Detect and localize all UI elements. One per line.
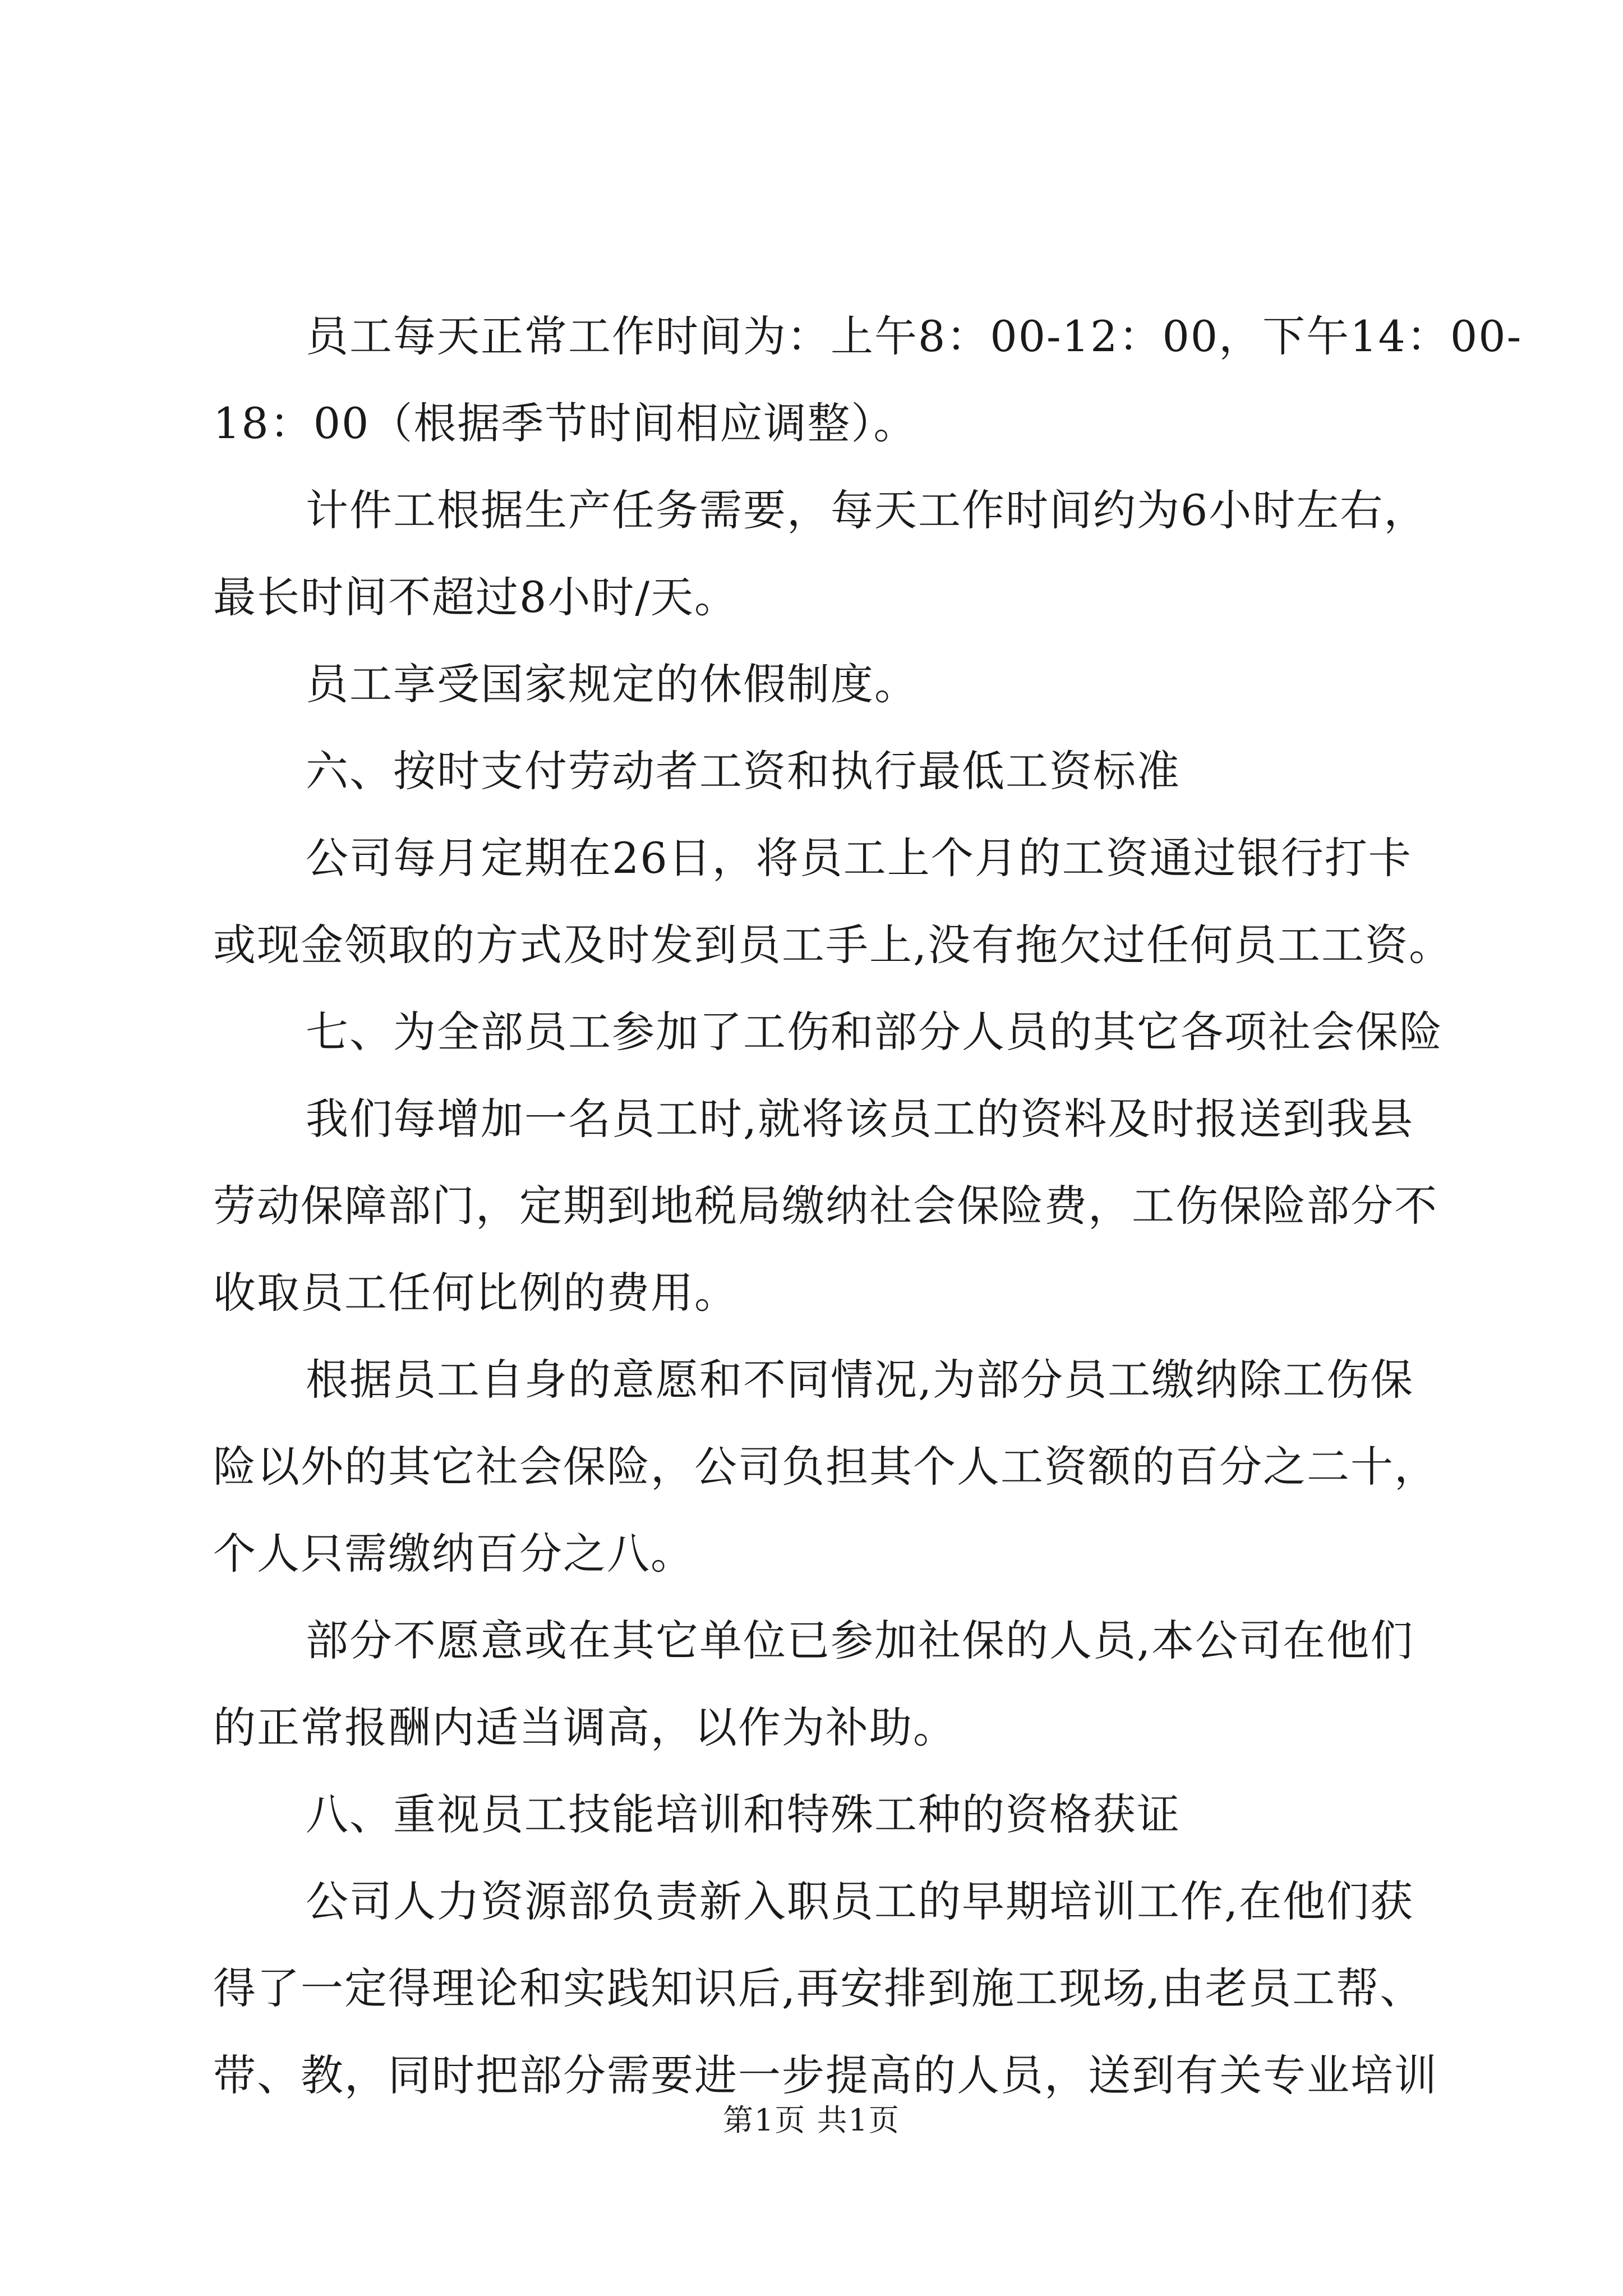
text-line-14: 险以外的其它社会保险，公司负担其个人工资额的百分之二十， [213, 1442, 1438, 1492]
text-line-11: 劳动保障部门，定期到地税局缴纳社会保险费，工伤保险部分不 [213, 1181, 1438, 1231]
text-line-4: 最长时间不超过8小时/天。 [213, 572, 738, 622]
text-line-21: 带、教，同时把部分需要进一步提高的人员，送到有关专业培训 [213, 2050, 1438, 2100]
section-heading-7: 七、为全部员工参加了工伤和部分人员的其它各项社会保险 [306, 1007, 1443, 1057]
text-line-16: 部分不愿意或在其它单位已参加社保的人员,本公司在他们 [306, 1616, 1414, 1665]
text-line-2: 18：00（根据季节时间相应调整）。 [213, 398, 917, 448]
text-line-3: 计件工根据生产任务需要，每天工作时间约为6小时左右， [306, 485, 1428, 535]
text-line-19: 公司人力资源部负责新入职员工的早期培训工作,在他们获 [306, 1876, 1414, 1926]
page-footer: 第1页 共1页 [723, 2102, 900, 2138]
text-line-12: 收取员工任何比例的费用。 [213, 1268, 738, 1318]
text-line-5: 员工享受国家规定的休假制度。 [306, 659, 918, 709]
text-line-15: 个人只需缴纳百分之八。 [213, 1529, 694, 1579]
text-line-17: 的正常报酬内适当调高，以作为补助。 [213, 1703, 957, 1752]
text-line-20: 得了一定得理论和实践知识后,再安排到施工现场,由老员工帮、 [213, 1963, 1424, 2013]
text-line-7: 公司每月定期在26日，将员工上个月的工资通过银行打卡 [306, 833, 1412, 883]
text-line-13: 根据员工自身的意愿和不同情况,为部分员工缴纳除工伤保 [306, 1355, 1414, 1405]
text-line-1: 员工每天正常工作时间为：上午8：00-12：00，下午14：00- [306, 311, 1523, 361]
text-line-10: 我们每增加一名员工时,就将该员工的资料及时报送到我县 [306, 1094, 1414, 1144]
section-heading-6: 六、按时支付劳动者工资和执行最低工资标准 [306, 746, 1181, 796]
section-heading-8: 八、重视员工技能培训和特殊工种的资格获证 [306, 1789, 1181, 1839]
text-line-8: 或现金领取的方式及时发到员工手上,没有拖欠过任何员工工资。 [213, 920, 1453, 970]
